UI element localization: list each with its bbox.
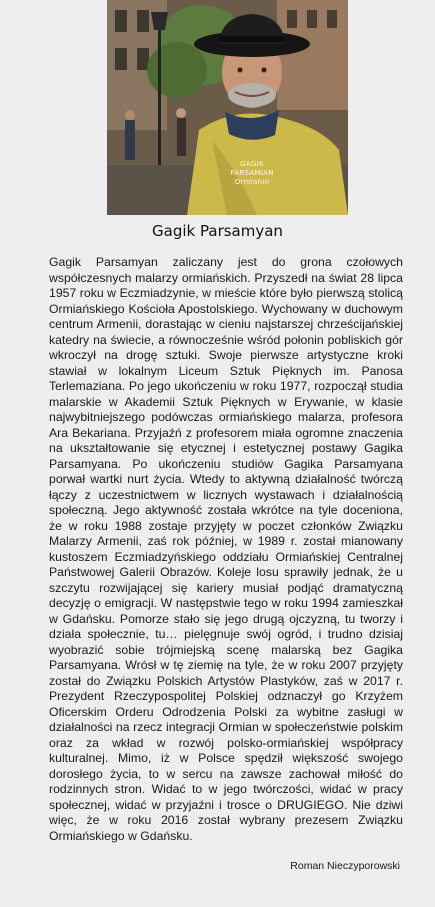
author-signature: Roman Nieczyporowski xyxy=(290,860,400,872)
artist-name: Gagik Parsamyan xyxy=(152,222,283,240)
photo-caption xyxy=(227,160,277,187)
photo-caption-line: PARSAMIAN xyxy=(230,169,274,177)
portrait-photo xyxy=(107,0,348,215)
photo-caption-line: GAGIK xyxy=(240,160,264,168)
photo-caption-line: Ormianin xyxy=(234,178,270,186)
biography-text: Gagik Parsamyan zaliczany jest do grona czołowych współczesnych malarzy ormiańskich. Przyszedł na świat 28 lipca 1957 roku w Eczmiadzynie, w mieście które było pierwszą stolicą Ormiańskiego Kościoła Apostolskiego. Wychowany w duchowym centrum Armenii, dorastając w cieniu najstarszej chrześcijańskiej katedry na świecie, a równocześnie wśród połonin pobliskich gór wkroczył na drogę sztuki. Swoje pierwsze artystyczne kroki stawiał w lokalnym Liceum Sztuk Pięknych im. Panosa Terlemaziana. Po jego ukończeniu w roku 1977, rozpoczął studia malarskie w Akademii Sztuk Pięknych w Erywanie, w klasie najwybitniejszego podówczas ormiańskiego malarza, profesora Ara Bekariana. Przyjaźń z profesorem miała ogromne znaczenia na ukształtowanie się etycznej i estetycznej postawy Gagika Parsamyana. Po ukończeniu studiów Gagika Parsamyana porwał wartki nurt życia. Wtedy to aktywną działalność twórczą łączy z uczestnictwem w licznych wystawach i działalnością społeczną. Jego aktywność została wkrótce na tyle doceniona, że w roku 1988 zostaje przyjęty w poczet członków Związku Malarzy Armenii, zaś rok później, w 1989 r. został mianowany kustoszem Eczmiadzyńskiego oddziału Ormiańskiej Centralnej Państwowej Galerii Obrazów. Koleje losu sprawiły jednak, że u szczytu rozwijającej się kariery musiał podjąć dramatyczną decyzję o emigracji. W następstwie tego w roku 1994 zamieszkał w Gdańsku. Pomorze stało się jego drugą ojczyzną, tu tworzy i działa społecznie, tu… pielęgnuje swój ogród, i trudno dzisiaj wyobrazić sobie trójmiejską scenę malarską bez Gagika Parsamyana. Wrósł w tę ziemię na tyle, że w roku 2007 przyjęty został do Związku Polskich Artystów Plastyków, zaś w 2017 r. Prezydent Rzeczypospolitej Polskiej odznaczył go Krzyżem Oficerskim Orderu Odrodzenia Polski za wybitne zasługi w działalności na rzecz integracji Ormian w społeczeństwie polskim oraz za wkład w rozwój polsko-ormiańskiej współpracy kulturalnej. Mimo, iż w Polsce spędził większość swojego dorosłego życia, to w sercu na zawsze zachował miłość do rodzinnych stron. Widać to w jego twórczości, widać w pracy społecznej, widać w przyjaźni i trosce o DRUGIEGO. Nie dziwi więc, że w roku 2016 został wybrany prezesem Związku Ormiańskiego w Gdańsku. xyxy=(49,255,403,843)
